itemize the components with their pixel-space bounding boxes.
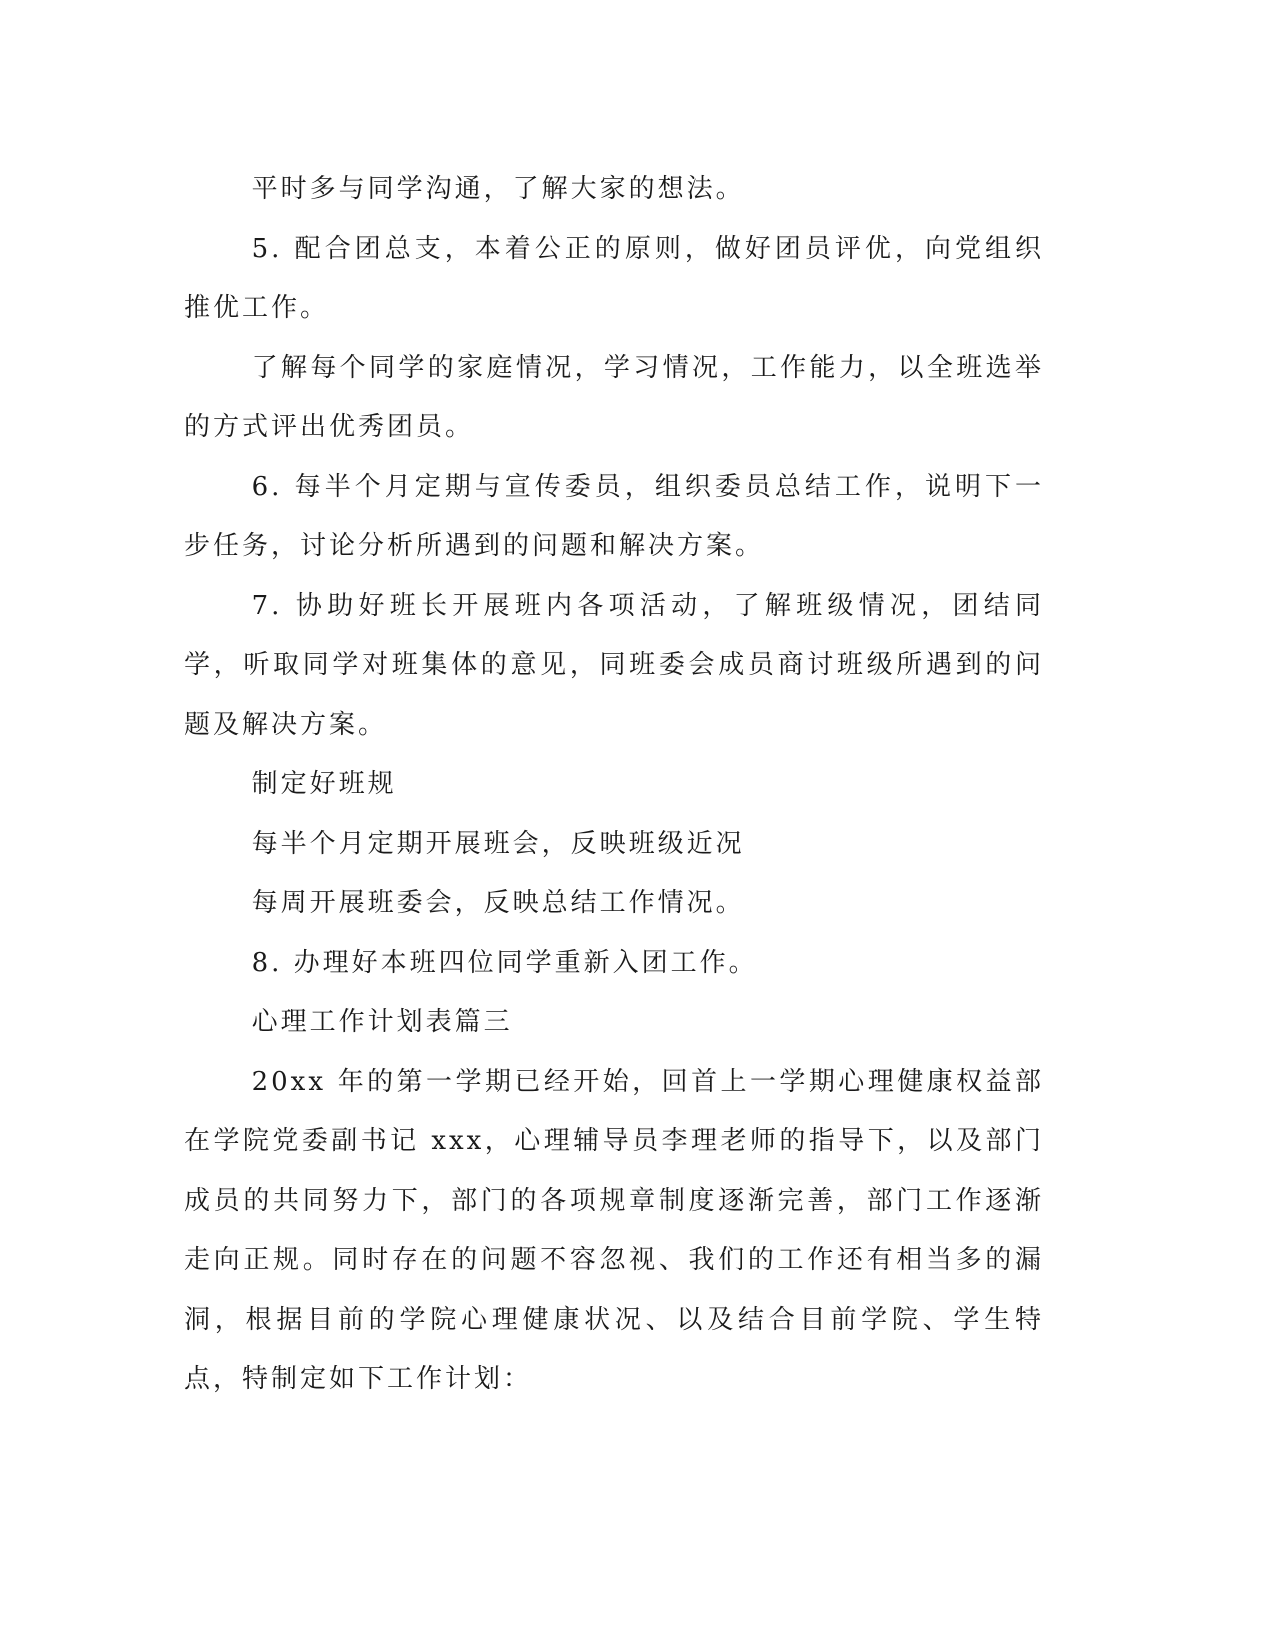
paragraph-intro: 20xx 年的第一学期已经开始，回首上一学期心理健康权益部在学院党委副书记 xxx，心理辅导员李理老师的指导下，以及部门成员的共同努力下，部门的各项规章制度逐渐完善，部门工作逐渐走向正规。同时存在的问题不容忽视、我们的工作还有相当多的漏洞，根据目前的学院心理健康状况、以及结合目前学院、学生特点，特制定如下工作计划： — [184, 1066, 1044, 1394]
paragraph-item-6: 6. 每半个月定期与宣传委员，组织委员总结工作，说明下一步任务，讨论分析所遇到的问题和解决方案。 — [184, 471, 1044, 561]
paragraph-committee-meeting: 每周开展班委会，反映总结工作情况。 — [251, 888, 745, 918]
paragraph-item-7: 7. 协助好班长开展班内各项活动，了解班级情况，团结同学，听取同学对班集体的意见，同班委会成员商讨班级所遇到的问题及解决方案。 — [184, 590, 1044, 740]
paragraph-item-8: 8. 办理好本班四位同学重新入团工作。 — [251, 947, 758, 978]
paragraph-communicate: 平时多与同学沟通，了解大家的想法。 — [251, 174, 745, 204]
paragraph-family-situation: 了解每个同学的家庭情况，学习情况，工作能力，以全班选举的方式评出优秀团员。 — [184, 352, 1044, 442]
document-body — [184, 160, 1044, 1410]
paragraph-class-rules: 制定好班规 — [251, 769, 397, 799]
section-heading: 心理工作计划表篇三 — [251, 1007, 513, 1037]
paragraph-class-meeting: 每半个月定期开展班会，反映班级近况 — [251, 828, 745, 859]
paragraph-item-5: 5. 配合团总支，本着公正的原则，做好团员评优，向党组织推优工作。 — [184, 233, 1044, 323]
